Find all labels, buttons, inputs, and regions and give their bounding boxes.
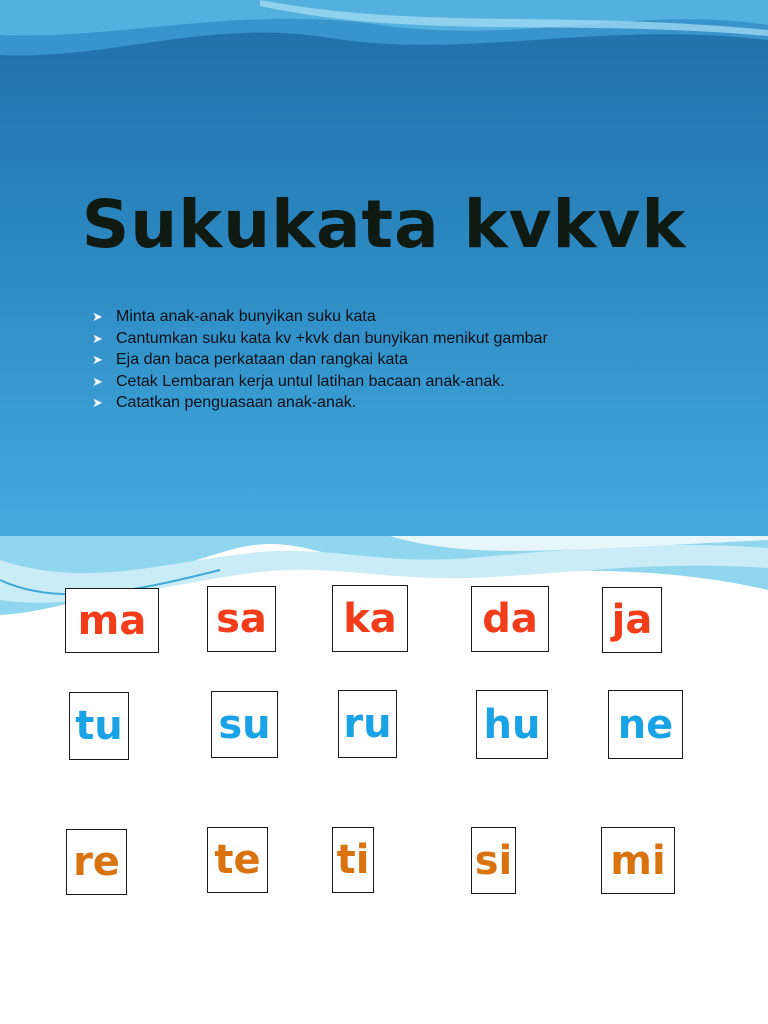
- syllable-card-da: da: [471, 586, 549, 652]
- syllable-card-mi: mi: [601, 827, 675, 894]
- slide-title: Sukukata kvkvk: [81, 186, 687, 263]
- syllable-card-si: si: [471, 827, 516, 894]
- decorative-wave-top: [0, 0, 768, 90]
- instruction-list: [92, 306, 548, 414]
- instruction-item: [92, 306, 548, 328]
- syllable-card-su: su: [211, 691, 278, 758]
- syllable-card-re: re: [66, 829, 127, 895]
- syllable-card-ma: ma: [65, 588, 159, 653]
- syllable-card-sa: sa: [207, 586, 276, 652]
- arrow-bullet-icon: ➤: [92, 352, 103, 367]
- syllable-card-ru: ru: [338, 690, 397, 758]
- arrow-bullet-icon: ➤: [92, 309, 103, 324]
- arrow-bullet-icon: ➤: [92, 395, 103, 410]
- instruction-text: Cantumkan suku kata kv +kvk dan bunyikan menikut gambar: [116, 329, 548, 347]
- instruction-text: Minta anak-anak bunyikan suku kata: [116, 308, 376, 325]
- syllable-card-ja: ja: [602, 587, 662, 653]
- instruction-item: [92, 328, 548, 350]
- instruction-item: [92, 371, 548, 393]
- syllable-card-tu: tu: [69, 692, 129, 760]
- instruction-item: [92, 392, 548, 414]
- instruction-item: [92, 349, 548, 371]
- instruction-text: Catatkan penguasaan anak-anak.: [116, 394, 357, 411]
- syllable-card-hu: hu: [476, 690, 548, 759]
- arrow-bullet-icon: ➤: [92, 373, 103, 389]
- instruction-text: Cetak Lembaran kerja untul latihan bacaan anak-anak.: [116, 372, 505, 390]
- syllable-card-ti: ti: [332, 827, 374, 893]
- arrow-bullet-icon: ➤: [92, 330, 103, 346]
- instruction-text: Eja dan baca perkataan dan rangkai kata: [116, 351, 408, 368]
- syllable-card-ka: ka: [332, 585, 408, 652]
- syllable-card-te: te: [207, 827, 268, 893]
- syllable-card-ne: ne: [608, 690, 683, 759]
